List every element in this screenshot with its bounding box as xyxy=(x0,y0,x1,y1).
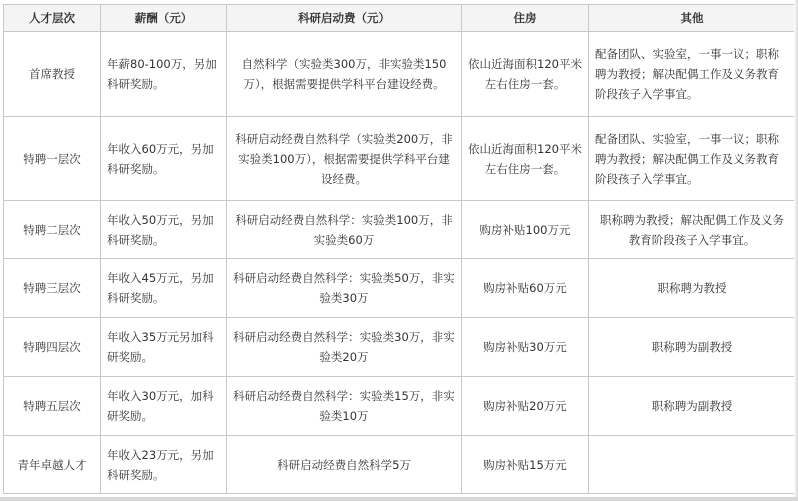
bottom-edge-bar xyxy=(0,497,798,501)
cell-level: 特聘一层次 xyxy=(4,117,101,201)
cell-startup: 科研启动经费自然科学：实验类15万，非实验类10万 xyxy=(227,377,462,436)
cell-salary: 年收入30万元，加科研奖励。 xyxy=(101,377,227,436)
cell-startup: 科研启动经费自然科学：实验类50万，非实验类30万 xyxy=(227,259,462,318)
cell-other: 配备团队、实验室，一事一议；职称聘为教授；解决配偶工作及义务教育阶段孩子入学事宜。 xyxy=(589,117,796,201)
cell-housing: 购房补贴15万元 xyxy=(462,436,589,494)
cell-housing: 依山近海面积120平米左右住房一套。 xyxy=(462,32,589,117)
cell-startup: 科研启动经费自然科学5万 xyxy=(227,436,462,494)
cell-housing: 依山近海面积120平米左右住房一套。 xyxy=(462,117,589,201)
header-salary: 薪酬（元） xyxy=(101,5,227,32)
cell-startup: 科研启动经费自然科学（实验类200万，非实验类100万），根据需要提供学科平台建设经费。 xyxy=(227,117,462,201)
header-other: 其他 xyxy=(589,5,796,32)
cell-salary: 年薪80-100万，另加科研奖励。 xyxy=(101,32,227,117)
cell-level: 特聘二层次 xyxy=(4,201,101,259)
cell-housing: 购房补贴60万元 xyxy=(462,259,589,318)
table-row xyxy=(4,201,796,259)
header-talent-level: 人才层次 xyxy=(4,5,101,32)
right-edge-shadow xyxy=(794,0,798,501)
header-research-startup-fund: 科研启动费（元） xyxy=(227,5,462,32)
table-row xyxy=(4,318,796,377)
header-housing: 住房 xyxy=(462,5,589,32)
table-row xyxy=(4,32,796,117)
cell-level: 特聘五层次 xyxy=(4,377,101,436)
cell-startup: 自然科学（实验类300万，非实验类150万），根据需要提供学科平台建设经费。 xyxy=(227,32,462,117)
table-header-row xyxy=(4,5,796,32)
cell-salary: 年收入50万元，另加科研奖励。 xyxy=(101,201,227,259)
cell-other: 职称聘为副教授 xyxy=(589,318,796,377)
cell-salary: 年收入23万元，另加科研奖励。 xyxy=(101,436,227,494)
cell-salary: 年收入45万元，另加科研奖励。 xyxy=(101,259,227,318)
cell-level: 首席教授 xyxy=(4,32,101,117)
cell-startup: 科研启动经费自然科学：实验类30万，非实验类20万 xyxy=(227,318,462,377)
cell-housing: 购房补贴20万元 xyxy=(462,377,589,436)
cell-level: 特聘三层次 xyxy=(4,259,101,318)
cell-level: 青年卓越人才 xyxy=(4,436,101,494)
talent-policy-table xyxy=(3,4,796,494)
table-row xyxy=(4,377,796,436)
cell-other: 职称聘为教授；解决配偶工作及义务教育阶段孩子入学事宜。 xyxy=(589,201,796,259)
cell-other: 职称聘为教授 xyxy=(589,259,796,318)
cell-salary: 年收入60万元，另加科研奖励。 xyxy=(101,117,227,201)
cell-housing: 购房补贴30万元 xyxy=(462,318,589,377)
table-row xyxy=(4,117,796,201)
table-row xyxy=(4,436,796,494)
cell-other: 配备团队、实验室，一事一议；职称聘为教授；解决配偶工作及义务教育阶段孩子入学事宜。 xyxy=(589,32,796,117)
table-row xyxy=(4,259,796,318)
cell-startup: 科研启动经费自然科学：实验类100万，非实验类60万 xyxy=(227,201,462,259)
cell-other: 职称聘为副教授 xyxy=(589,377,796,436)
cell-salary: 年收入35万元另加科研奖励。 xyxy=(101,318,227,377)
cell-other xyxy=(589,436,796,494)
cell-housing: 购房补贴100万元 xyxy=(462,201,589,259)
cell-level: 特聘四层次 xyxy=(4,318,101,377)
